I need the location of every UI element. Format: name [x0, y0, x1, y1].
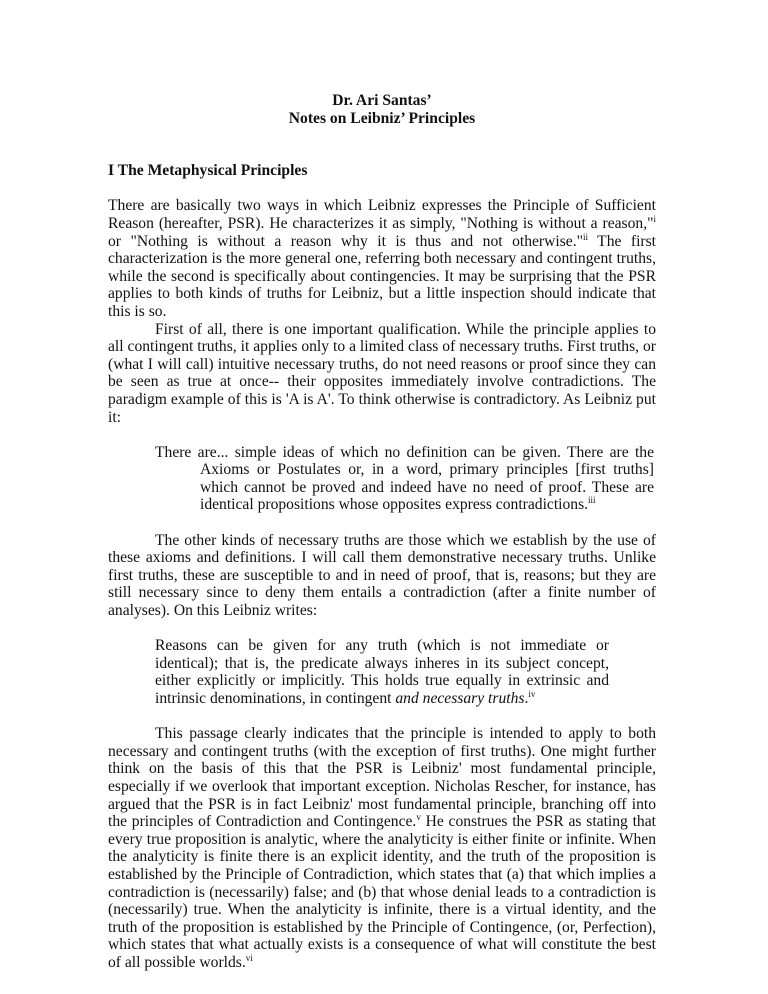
paragraph-3: The other kinds of necessary truths are those which we establish by the use of these axioms and definitions. I will call them demonstrative necessary truths. Unlike first truths, these are susceptible to and in need of proof, that is, reasons; but they are still necessary since to deny them entails a contradiction (after a finite number of analyses). On this Leibniz writes:: [108, 531, 656, 620]
document-page: [108, 92, 656, 972]
paragraph-4: This passage clearly indicates that the principle is intended to apply to both necessary and contingent truths (with the exception of first truths). One might further think on the basis of this that the PSR is Leibniz' most fundamental principle, especially if we overlook that important exception. Nicholas Rescher, for instance, has argued that the PSR is in fact Leibniz' most fundamental principle, branching off into the principles of Contradiction and Contingence.$^v$ He construes the PSR as stating that every true proposition is analytic, where the analyticity is either finite or infinite. When the analyticity is finite there is an explicit identity, and the truth of the proposition is established by the Principle of Contradiction, which states that (a) that which implies a contradiction is (necessarily) false; and (b) that whose denial leads to a contradiction is (necessarily) true. When the analyticity is infinite, there is a virtual identity, and the truth of the proposition is established by the Principle of Contingence, (or, Perfection), which states that what actually exists is a consequence of what will constitute the best of all possible worlds.$^{vi}$: [108, 725, 656, 971]
block-quote-2: Reasons can be given for any truth (which is not immediate or identical); that is, the predicate always inheres in its subject concept, either explicitly or implicitly. This holds true equally in extrinsic and intrinsic denominations, in contingent and necessary truths.$^{iv}$: [155, 637, 609, 707]
footnote-ref-i[interactable]: i: [653, 213, 656, 224]
section-heading: I The Metaphysical Principles: [108, 162, 308, 180]
footnote-ref-v[interactable]: v: [416, 812, 421, 823]
paragraph-1: There are basically two ways in which Leibniz expresses the Principle of Sufficient Reason (hereafter, PSR). He characterizes it as simply, "Nothing is without a reason,"$^i$ or "Nothing is without a reason why it is thus and not otherwise."$^{ii}$ The first characterization is the more general one, referring both necessary and contingent truths, while the second is specifically about contingencies. It may be surprising that the PSR applies to both kinds of truths for Leibniz, but a little inspection should indicate that this is so.: [108, 197, 656, 320]
footnote-ref-iii[interactable]: iii: [588, 495, 596, 506]
footnote-ref-iv[interactable]: iv: [528, 689, 536, 699]
document-title: Notes on Leibniz’ Principles: [288, 109, 476, 127]
footnote-ref-vi[interactable]: vi: [245, 952, 253, 963]
paragraph-2: First of all, there is one important qualification. While the principle applies to all contingent truths, it applies only to a limited class of necessary truths. First truths, or (what I will call) intuitive necessary truths, do not need reasons or proof since they can be seen as true at once-- their opposites immediately involve contradictions. The paradigm example of this is 'A is A'. To think otherwise is contradictory. As Leibniz put it:: [108, 320, 656, 426]
italic-emphasis: and necessary truths: [395, 690, 525, 707]
block-quote-1: There are... simple ideas of which no definition can be given. There are the Axioms or Postulates or, in a word, primary principles [first truths] which cannot be proved and indeed have no need of proof. These are identical propositions whose opposites express contradictions.$^{iii}$: [155, 443, 654, 514]
footnote-ref-ii[interactable]: ii: [582, 231, 588, 242]
author-line: Dr. Ari Santas’: [332, 92, 432, 109]
